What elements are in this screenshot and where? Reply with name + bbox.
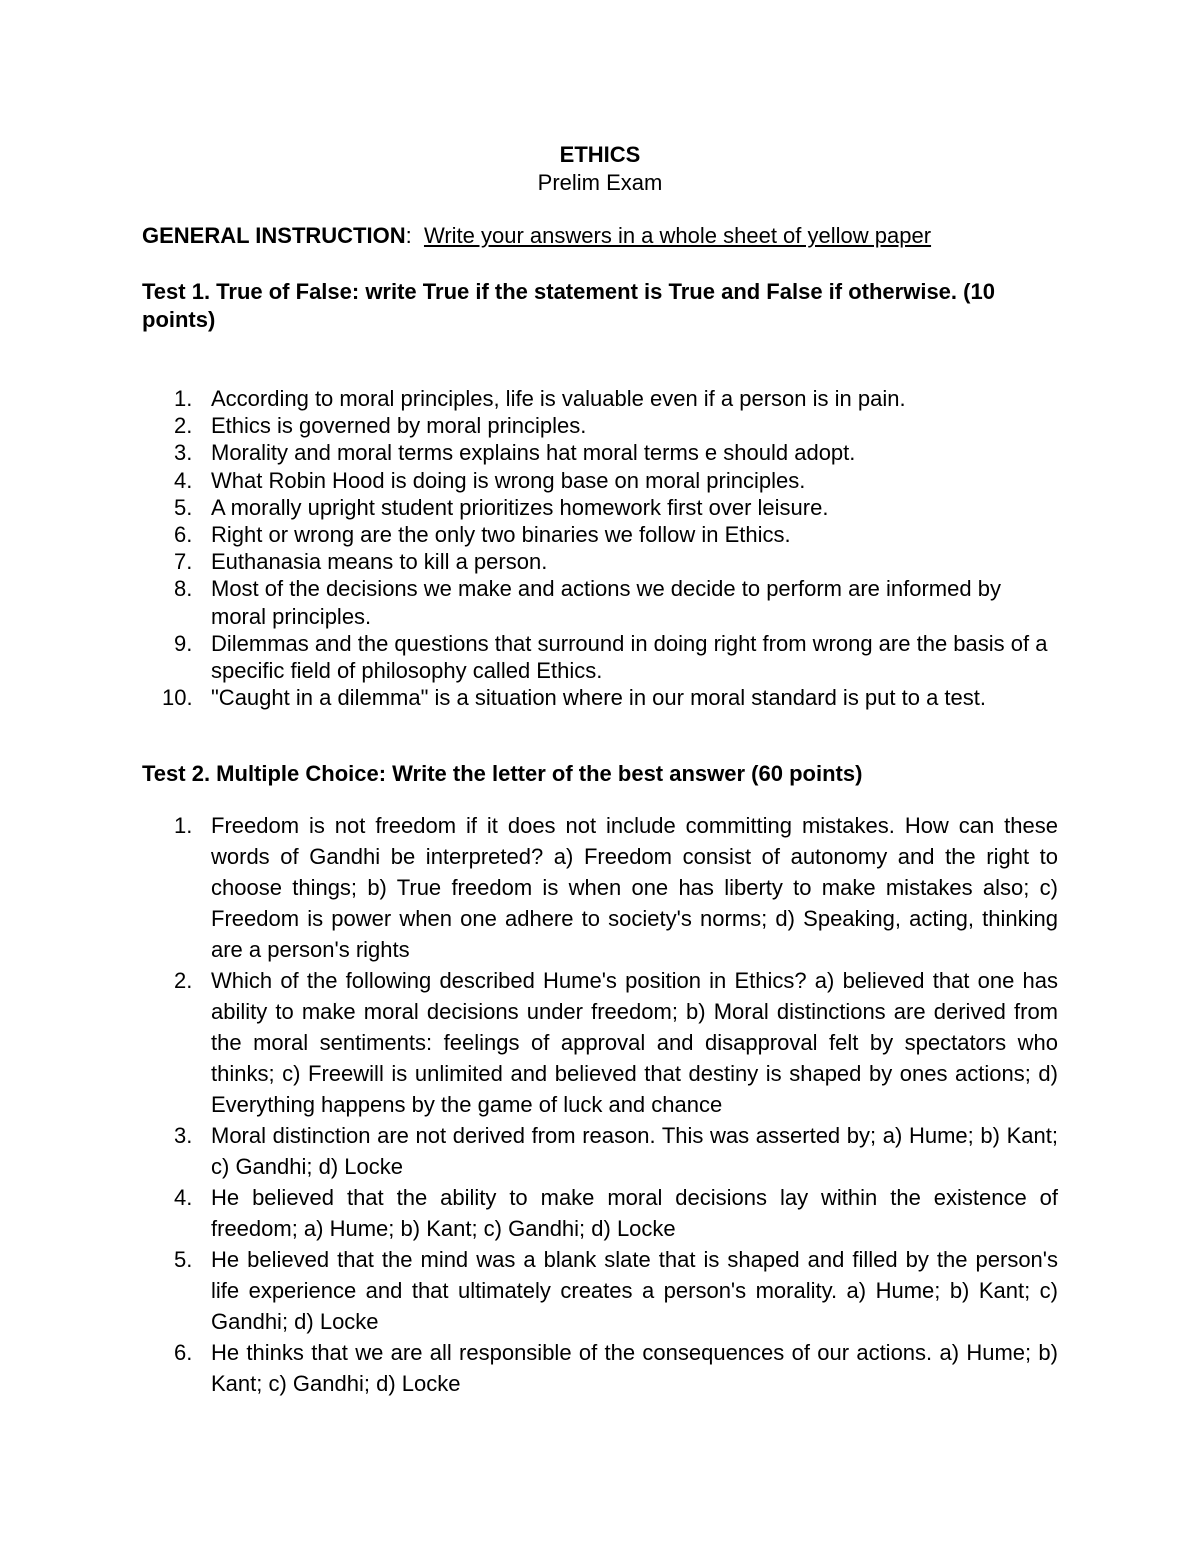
list-item bbox=[142, 548, 1062, 575]
list-item bbox=[142, 965, 1058, 1120]
item-text: Moral distinction are not derived from reason. This was asserted by; a) Hume; b) Kant; c) Gandhi; d) Locke bbox=[211, 1123, 1058, 1179]
item-text: Right or wrong are the only two binaries we follow in Ethics. bbox=[211, 522, 791, 548]
test2-heading: Test 2. Multiple Choice: Write the letter of the best answer (60 points) bbox=[142, 761, 863, 786]
list-item bbox=[142, 1244, 1058, 1337]
list-item bbox=[142, 412, 1062, 439]
item-text: What Robin Hood is doing is wrong base on moral principles. bbox=[211, 467, 806, 493]
item-text: He thinks that we are all responsible of the consequences of our actions. a) Hume; b) Kant; c) Gandhi; d) Locke bbox=[211, 1340, 1058, 1396]
list-item bbox=[142, 1337, 1058, 1399]
item-number: 4. bbox=[174, 1185, 193, 1210]
list-item bbox=[142, 521, 1062, 548]
item-number: 5. bbox=[174, 1247, 193, 1272]
item-text: Which of the following described Hume's position in Ethics? a) believed that one has ability to make moral decisions under freedom; b) Moral distinctions are derived from the moral sentiments: feelings of approval and disapproval felt by spectators who thinks; c) Freewill is unlimited and believed that destiny is shaped by ones actions; d) Everything happens by the game of luck and chance bbox=[211, 968, 1058, 1117]
item-number: 1. bbox=[174, 813, 193, 838]
test1-heading: Test 1. True of False: write True if the statement is True and False if otherwise. (10 points) bbox=[142, 279, 995, 332]
list-item bbox=[142, 810, 1058, 965]
item-number: 3. bbox=[174, 1123, 193, 1148]
item-text: Most of the decisions we make and actions we decide to perform are informed by moral principles. bbox=[211, 576, 1001, 629]
multiple-choice-list bbox=[142, 810, 1058, 1399]
item-number: 7. bbox=[174, 549, 193, 575]
item-text: According to moral principles, life is valuable even if a person is in pain. bbox=[211, 386, 906, 411]
list-item bbox=[142, 575, 1062, 629]
page-title: ETHICS bbox=[559, 142, 641, 167]
list-item bbox=[142, 494, 1062, 521]
list-item bbox=[142, 684, 1062, 711]
item-text: "Caught in a dilemma" is a situation where in our moral standard is put to a test. bbox=[211, 685, 987, 711]
list-item bbox=[142, 630, 1062, 684]
item-number: 1. bbox=[174, 386, 193, 411]
page-subtitle: Prelim Exam bbox=[537, 170, 663, 195]
item-text: Morality and moral terms explains hat moral terms e should adopt. bbox=[211, 440, 856, 466]
instruction-label: GENERAL INSTRUCTION bbox=[142, 223, 406, 248]
item-number: 2. bbox=[174, 968, 193, 993]
item-number: 2. bbox=[174, 413, 193, 439]
item-text: He believed that the mind was a blank slate that is shaped and filled by the person's life experience and that ultimately creates a person's morality. a) Hume; b) Kant; c) Gandhi; d) Locke bbox=[211, 1247, 1058, 1334]
item-number: 8. bbox=[174, 576, 193, 602]
item-number: 9. bbox=[174, 630, 193, 656]
item-number: 5. bbox=[174, 494, 193, 520]
list-item bbox=[142, 1182, 1058, 1244]
list-item bbox=[142, 467, 1062, 494]
list-item bbox=[142, 1120, 1058, 1182]
item-text: Euthanasia means to kill a person. bbox=[211, 549, 548, 575]
item-text: Ethics is governed by moral principles. bbox=[211, 413, 587, 439]
item-text: A morally upright student prioritizes homework first over leisure. bbox=[211, 494, 829, 520]
instruction-text: Write your answers in a whole sheet of yellow paper bbox=[423, 223, 932, 248]
instruction-separator: : bbox=[405, 223, 412, 248]
item-text: He believed that the ability to make moral decisions lay within the existence of freedom; a) Hume; b) Kant; c) Gandhi; d) Locke bbox=[211, 1185, 1058, 1241]
item-text: Dilemmas and the questions that surround in doing right from wrong are the basis of a specific field of philosophy called Ethics. bbox=[211, 630, 1048, 684]
item-number: 10. bbox=[162, 685, 193, 711]
item-text: Freedom is not freedom if it does not include committing mistakes. How can these words of Gandhi be interpreted? a) Freedom consist of autonomy and the right to choose things; b) True freedom is when one has liberty to make mistakes also; c) Freedom is power when one adhere to society's norms; d) Speaking, acting, thinking are a person's rights bbox=[211, 813, 1058, 962]
general-instruction bbox=[142, 222, 931, 250]
item-number: 6. bbox=[174, 1340, 193, 1365]
item-number: 6. bbox=[174, 522, 193, 548]
list-item bbox=[142, 385, 1062, 412]
true-false-list bbox=[142, 385, 1062, 711]
item-number: 4. bbox=[174, 467, 193, 493]
item-number: 3. bbox=[174, 440, 193, 466]
list-item bbox=[142, 439, 1062, 466]
